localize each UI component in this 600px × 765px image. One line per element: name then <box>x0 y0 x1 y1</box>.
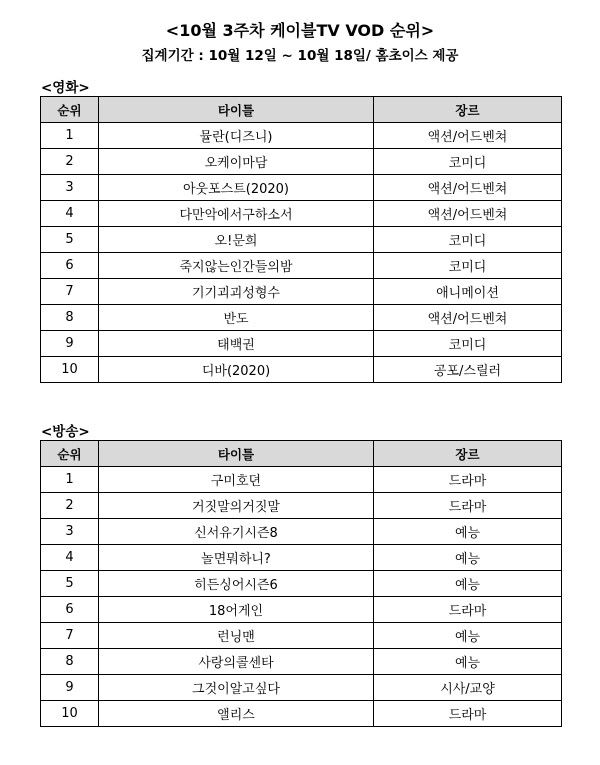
table-row <box>41 649 562 675</box>
genre-cell: 코미디 <box>374 331 562 357</box>
title-cell: 사랑의콜센타 <box>99 649 374 675</box>
genre-cell: 시사/교양 <box>374 675 562 701</box>
rank-cell: 6 <box>41 597 99 623</box>
table-row <box>41 357 562 383</box>
genre-cell: 코미디 <box>374 253 562 279</box>
column-header-genre: 장르 <box>374 97 562 123</box>
rank-cell: 2 <box>41 149 99 175</box>
table-row <box>41 701 562 727</box>
genre-cell: 예능 <box>374 649 562 675</box>
rank-cell: 1 <box>41 467 99 493</box>
genre-cell: 예능 <box>374 571 562 597</box>
table-row <box>41 175 562 201</box>
rank-cell: 9 <box>41 331 99 357</box>
movie-ranking-rows <box>41 123 562 383</box>
rank-cell: 4 <box>41 201 99 227</box>
table-row <box>41 571 562 597</box>
title-cell: 신서유기시즌8 <box>99 519 374 545</box>
section-label-broadcast: <방송> <box>41 424 90 440</box>
title-cell: 반도 <box>99 305 374 331</box>
genre-cell: 액션/어드벤쳐 <box>374 175 562 201</box>
broadcast-ranking-table <box>40 440 562 727</box>
table-row <box>41 305 562 331</box>
genre-cell: 코미디 <box>374 149 562 175</box>
table-row <box>41 519 562 545</box>
column-header-genre: 장르 <box>374 441 562 467</box>
table-row <box>41 149 562 175</box>
title-cell: 그것이알고싶다 <box>99 675 374 701</box>
genre-cell: 애니메이션 <box>374 279 562 305</box>
title-cell: 앨리스 <box>99 701 374 727</box>
rank-cell: 3 <box>41 519 99 545</box>
column-header-rank: 순위 <box>41 441 99 467</box>
title-cell: 태백권 <box>99 331 374 357</box>
table-header-row <box>41 97 562 123</box>
page-subtitle: 집계기간 : 10월 12일 ~ 10월 18일/ 홈초이스 제공 <box>141 48 459 64</box>
genre-cell: 액션/어드벤쳐 <box>374 123 562 149</box>
rank-cell: 4 <box>41 545 99 571</box>
page-title: <10월 3주차 케이블TV VOD 순위> <box>165 21 435 40</box>
column-header-rank: 순위 <box>41 97 99 123</box>
rank-cell: 1 <box>41 123 99 149</box>
genre-cell: 예능 <box>374 545 562 571</box>
column-header-title: 타이틀 <box>99 97 374 123</box>
rank-cell: 9 <box>41 675 99 701</box>
genre-cell: 예능 <box>374 519 562 545</box>
movie-ranking-table <box>40 96 562 383</box>
title-cell: 다만악에서구하소서 <box>99 201 374 227</box>
table-row <box>41 493 562 519</box>
title-cell: 디바(2020) <box>99 357 374 383</box>
genre-cell: 공포/스릴러 <box>374 357 562 383</box>
rank-cell: 10 <box>41 357 99 383</box>
title-cell: 죽지않는인간들의밤 <box>99 253 374 279</box>
rank-cell: 5 <box>41 571 99 597</box>
table-row <box>41 545 562 571</box>
title-cell: 뮬란(디즈니) <box>99 123 374 149</box>
title-cell: 히든싱어시즌6 <box>99 571 374 597</box>
table-row <box>41 201 562 227</box>
title-cell: 놀면뭐하니? <box>99 545 374 571</box>
title-cell: 구미호뎐 <box>99 467 374 493</box>
rank-cell: 10 <box>41 701 99 727</box>
section-label-movies: <영화> <box>41 80 90 96</box>
table-row <box>41 623 562 649</box>
rank-cell: 2 <box>41 493 99 519</box>
genre-cell: 코미디 <box>374 227 562 253</box>
genre-cell: 예능 <box>374 623 562 649</box>
table-row <box>41 279 562 305</box>
table-row <box>41 331 562 357</box>
table-row <box>41 597 562 623</box>
rank-cell: 8 <box>41 305 99 331</box>
genre-cell: 드라마 <box>374 467 562 493</box>
title-cell: 오케이마담 <box>99 149 374 175</box>
title-cell: 런닝맨 <box>99 623 374 649</box>
rank-cell: 7 <box>41 623 99 649</box>
title-cell: 거짓말의거짓말 <box>99 493 374 519</box>
column-header-title: 타이틀 <box>99 441 374 467</box>
broadcast-ranking-rows <box>41 467 562 727</box>
title-cell: 기기괴괴성형수 <box>99 279 374 305</box>
table-row <box>41 123 562 149</box>
table-row <box>41 675 562 701</box>
rank-cell: 6 <box>41 253 99 279</box>
genre-cell: 드라마 <box>374 701 562 727</box>
rank-cell: 7 <box>41 279 99 305</box>
title-cell: 18어게인 <box>99 597 374 623</box>
genre-cell: 드라마 <box>374 597 562 623</box>
rank-cell: 5 <box>41 227 99 253</box>
genre-cell: 드라마 <box>374 493 562 519</box>
genre-cell: 액션/어드벤쳐 <box>374 201 562 227</box>
genre-cell: 액션/어드벤쳐 <box>374 305 562 331</box>
table-row <box>41 253 562 279</box>
table-row <box>41 467 562 493</box>
rank-cell: 8 <box>41 649 99 675</box>
rank-cell: 3 <box>41 175 99 201</box>
title-cell: 아웃포스트(2020) <box>99 175 374 201</box>
title-cell: 오!문희 <box>99 227 374 253</box>
table-row <box>41 227 562 253</box>
table-header-row <box>41 441 562 467</box>
